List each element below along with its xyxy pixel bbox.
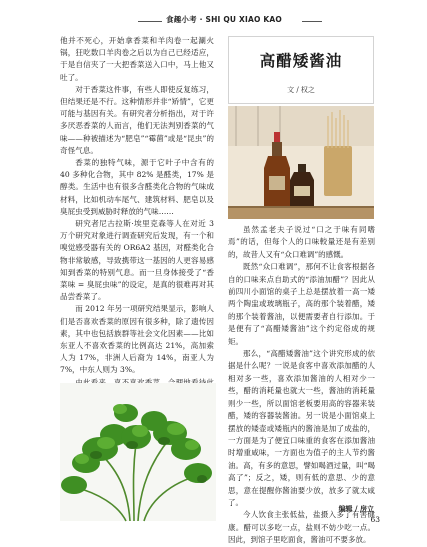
article-title: 高醋矮酱油 <box>259 51 343 70</box>
page-number: 63 <box>370 515 380 524</box>
paragraph: 研究者尼古拉斯·埃里克森等人在对近 3 万个研究对象进行调查研究后发现，有一个和嗅觉感受器有关的 OR6A2 基因，对醛类化合物非常敏感，导致携带这一基因的人更容易感知到香菜的特别气息。而一旦身体接受了“香菜味 = 臭屁虫味”的设定，是真的很难再对其品尝香菜了。 <box>60 219 214 302</box>
paragraph: 香菜的独特气味，源于它叶子中含有的 40 多种化合物，其中 82% 是醛类，17% 是醇类。生活中也有很多含醛类化合物的气味成材料，比如机动车尾气、建筑材料、肥皂以及臭屁虫受到威胁时释放的气味…… <box>60 158 214 216</box>
editor-credit: 编辑 / 房立 <box>338 504 374 513</box>
condiment-illustration <box>228 106 374 219</box>
section-header-text: 食趣小考 · SHI QU XIAO KAO <box>166 15 282 24</box>
header-rule-left <box>138 21 162 22</box>
paragraph: 对于香菜这件事，有些人即使反复练习，但结果还是不行。这种情形并非“矫情”，它更可能与基因有关。有研究者分析指出，对于许多厌恶香菜的人而言，他们无法判别香菜的气味——种被描述为“肥皂”“霉菌”或是“昆虫”的奇怪气息。 <box>60 84 214 155</box>
article-author: 文 / 权之 <box>287 86 315 94</box>
right-column <box>228 224 375 547</box>
section-header <box>0 14 427 28</box>
left-column <box>60 35 214 426</box>
article-title-box <box>228 36 374 104</box>
paragraph: 既然“众口难调”，那何不让食客根据各自的口味来点自助式的“添油加醋”？因此从前四川小面馆的桌子上总是摆放着一高一矮两个陶盅或玻璃瓶子，高的那个装着醋，矮的那个装着酱油，以便需要者自行添加。于是便有了“高醋矮酱油”这个约定俗成的规矩。 <box>228 262 375 346</box>
paragraph: 那么，“高醋矮酱油”这个讲究形成的依据是什么呢？一说是食客中喜欢添加醋的人相对多一些，喜欢添加酱油的人相对少一些，醋的消耗量也就大一些，酱油的消耗量则少一些，所以面馆老板要用高的容器来装醋，矮的容器装酱油。另一说是小面馆桌上摆放的矮壶或矮瓶内的酱油是加了成盐的，一方面是为了便宜口味重的食客在添加酱油时增重咸味，一方面也为值子的主人节约酱油。高，有多的意思，譬如喝酒过量，叫“喝高了”；反之，矮，则有低的意思、少的意思，意在提醒你酱油要少放，放多了就太咸了。 <box>228 349 375 507</box>
paragraph: 而 2012 年另一项研究结果显示，影响人们是否喜欢香菜的原因有很多种，除了遗传因素，其中也包括族群等社会文化因素——比如东亚人不喜欢香菜的比例高达 21%，高加索人为 17%，非洲人后裔为 14%，南亚人为 7%，中东人则为 3%。 <box>60 304 214 375</box>
cilantro-photo <box>60 383 216 521</box>
cilantro-illustration <box>60 383 216 521</box>
paragraph: 他并不死心，开始拿香菜和羊肉卷一起涮火锅，狂吃数口羊肉卷之后以为自己已经适应，于是自信夹了一大把香菜送入口中，马上他又吐了。 <box>60 36 214 82</box>
condiment-bottles-photo <box>228 106 374 219</box>
paragraph: 虽然孟老夫子说过“口之于味有同嗜焉”的话，但每个人的口味較量还是有差别的，故昔人又有“众口难调”的感慨。 <box>228 225 375 259</box>
paragraph: 今人饮食主张低盐，盐摄入多了有害健康。醋可以多吃一点，盐则不妨少吃一点。因此，到馆子里吃面食，酱油可不要多放。 <box>228 510 375 545</box>
header-rule-right <box>302 21 322 22</box>
